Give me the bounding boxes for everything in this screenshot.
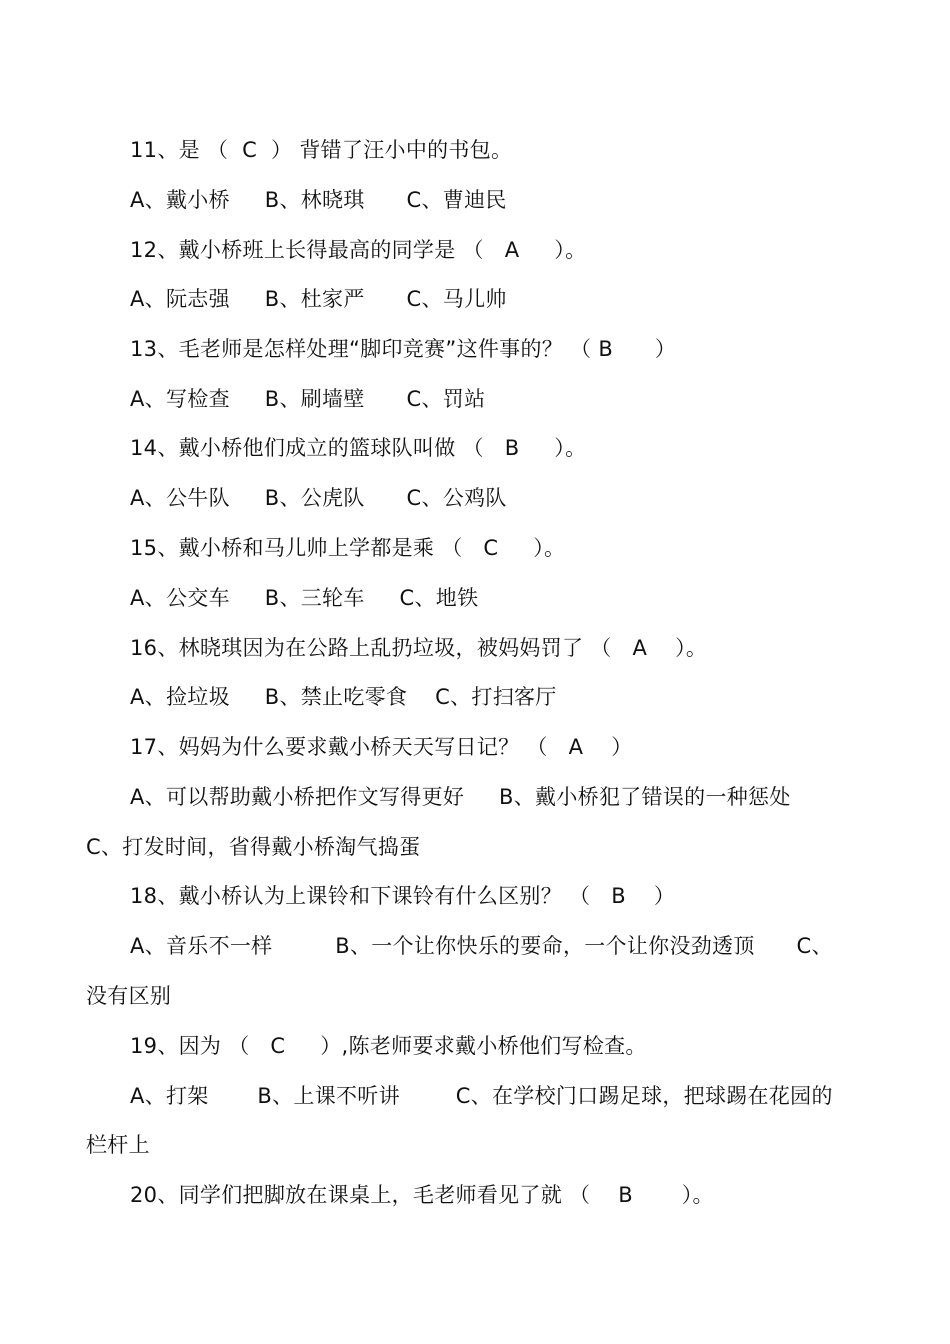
question-12: 12、戴小桥班上长得最高的同学是 （ A ）。 <box>130 238 587 262</box>
options-18: A、音乐不一样 B、一个让你快乐的要命，一个让你没劲透顶 C、 <box>130 934 833 958</box>
options-19-continued: 栏杆上 <box>86 1133 150 1157</box>
question-16: 16、林晓琪因为在公路上乱扔垃圾，被妈妈罚了 （ A ）。 <box>130 636 708 660</box>
options-14: A、公牛队 B、公虎队 C、公鸡队 <box>130 486 507 510</box>
question-15: 15、戴小桥和马儿帅上学都是乘 （ C ）。 <box>130 536 566 560</box>
question-19: 19、因为 （ C ）,陈老师要求戴小桥他们写检查。 <box>130 1034 647 1058</box>
options-11: A、戴小桥 B、林晓琪 C、曹迪民 <box>130 188 507 212</box>
options-17-continued: C、打发时间，省得戴小桥淘气捣蛋 <box>86 835 421 859</box>
options-17: A、可以帮助戴小桥把作文写得更好 B、戴小桥犯了错误的一种惩处 <box>130 785 791 809</box>
question-14: 14、戴小桥他们成立的篮球队叫做 （ B ）。 <box>130 436 587 460</box>
question-13: 13、毛老师是怎样处理“脚印竞赛”这件事的？ （ B ） <box>130 337 677 361</box>
options-19: A、打架 B、上课不听讲 C、在学校门口踢足球，把球踢在花园的 <box>130 1084 833 1108</box>
options-15: A、公交车 B、三轮车 C、地铁 <box>130 586 479 610</box>
options-12: A、阮志强 B、杜家严 C、马儿帅 <box>130 287 507 311</box>
question-11: 11、是 （ C ） 背错了汪小中的书包。 <box>130 138 513 162</box>
options-13: A、写检查 B、刷墙壁 C、罚站 <box>130 387 486 411</box>
question-17: 17、妈妈为什么要求戴小桥天天写日记？ （ A ） <box>130 735 633 759</box>
question-20: 20、同学们把脚放在课桌上，毛老师看见了就 （ B ）。 <box>130 1183 714 1207</box>
options-18-continued: 没有区别 <box>86 984 172 1008</box>
options-16: A、捡垃圾 B、禁止吃零食 C、打扫客厅 <box>130 685 557 709</box>
question-18: 18、戴小桥认为上课铃和下课铃有什么区别？ （ B ） <box>130 884 676 908</box>
